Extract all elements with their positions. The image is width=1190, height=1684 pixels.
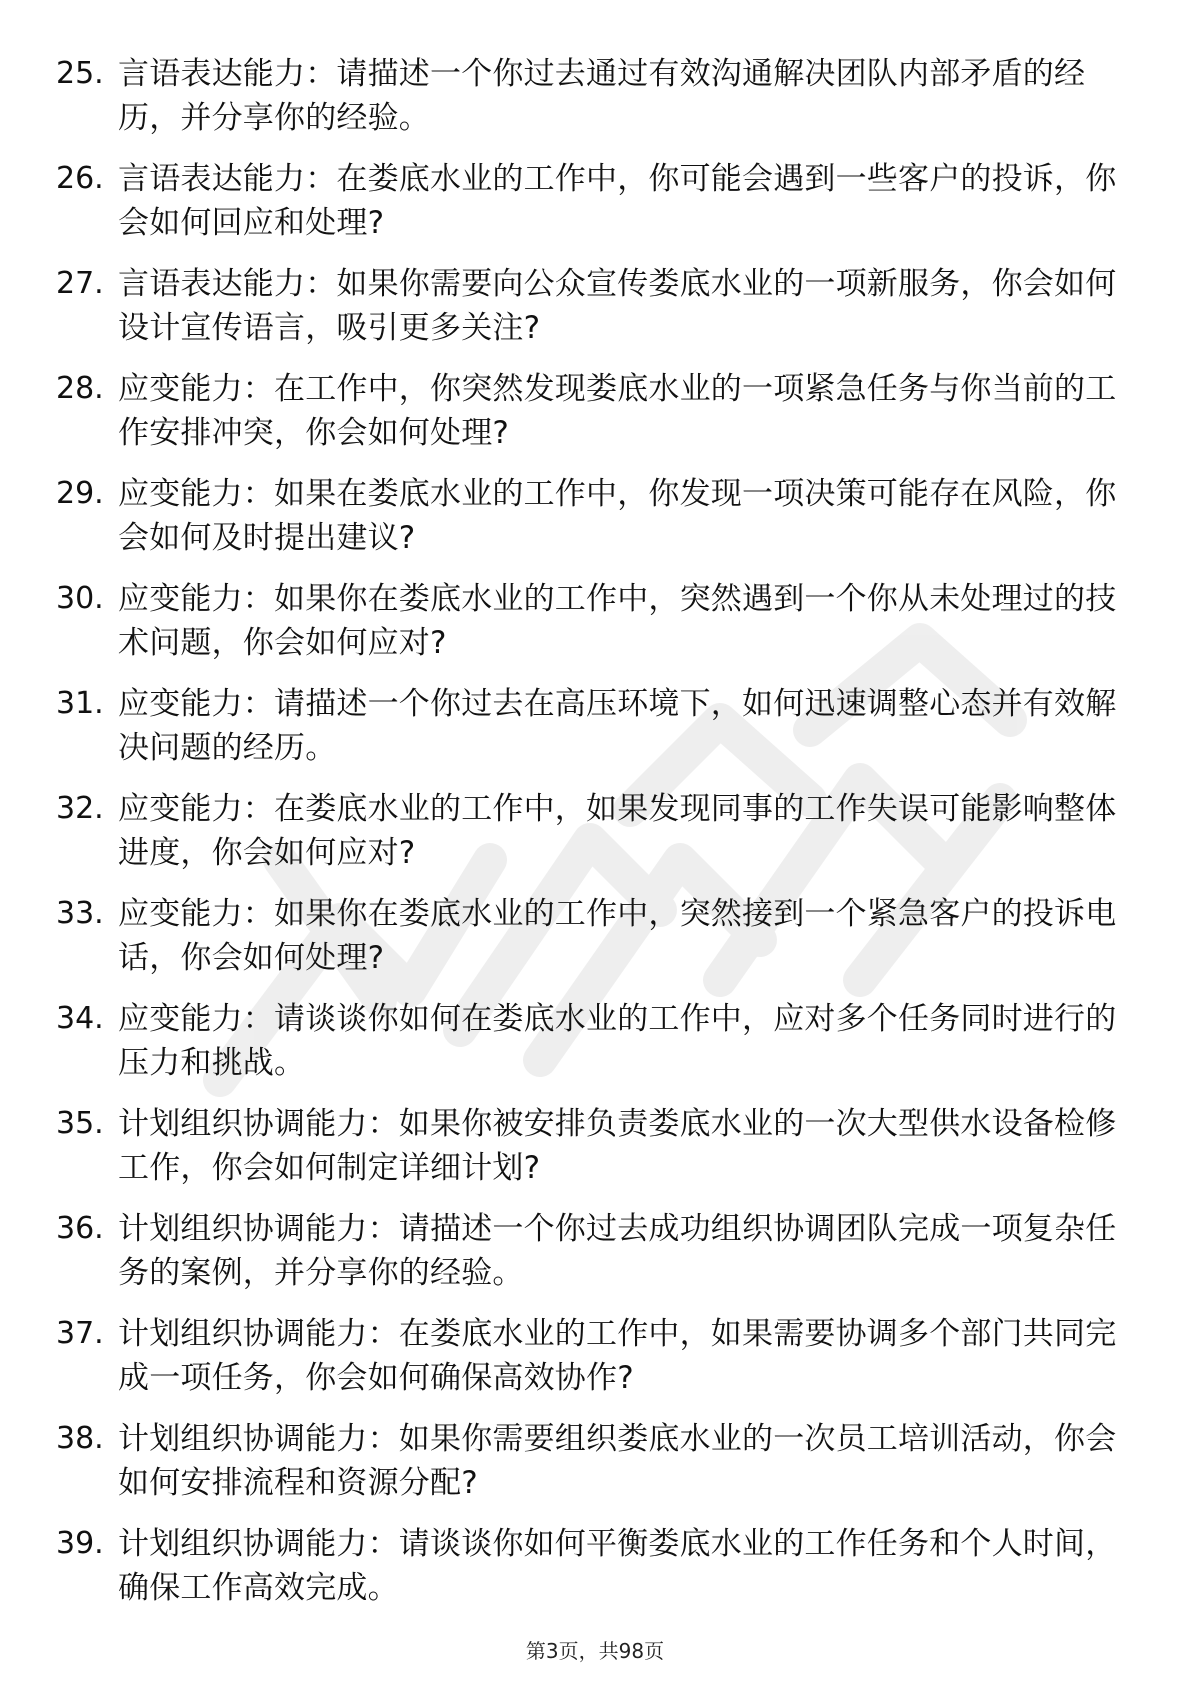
question-item [56, 1312, 1136, 1400]
question-number: 28. [56, 371, 104, 406]
question-number: 35. [56, 1106, 104, 1141]
question-number: 34. [56, 1001, 104, 1036]
question-item [56, 1417, 1136, 1505]
question-text: 言语表达能力：请描述一个你过去通过有效沟通解决团队内部矛盾的经历，并分享你的经验。 [118, 56, 1086, 136]
question-item [56, 157, 1136, 245]
question-item [56, 787, 1136, 875]
question-number: 37. [56, 1316, 104, 1351]
question-item [56, 892, 1136, 980]
question-item [56, 367, 1136, 455]
question-text: 应变能力：请谈谈你如何在娄底水业的工作中，应对多个任务同时进行的压力和挑战。 [118, 1001, 1117, 1081]
question-item [56, 1522, 1136, 1610]
question-item [56, 1102, 1136, 1190]
question-text: 计划组织协调能力：如果你被安排负责娄底水业的一次大型供水设备检修工作，你会如何制定详细计划? [118, 1106, 1117, 1186]
question-text: 计划组织协调能力：请谈谈你如何平衡娄底水业的工作任务和个人时间，确保工作高效完成。 [118, 1526, 1117, 1606]
question-item [56, 997, 1136, 1085]
question-item [56, 262, 1136, 350]
question-text: 言语表达能力：在娄底水业的工作中，你可能会遇到一些客户的投诉，你会如何回应和处理? [118, 161, 1117, 241]
question-item [56, 577, 1136, 665]
question-number: 36. [56, 1211, 104, 1246]
question-text: 应变能力：在工作中，你突然发现娄底水业的一项紧急任务与你当前的工作安排冲突，你会如何处理? [118, 371, 1117, 451]
question-text: 应变能力：在娄底水业的工作中，如果发现同事的工作失误可能影响整体进度，你会如何应对? [118, 791, 1117, 871]
question-item [56, 472, 1136, 560]
question-text: 计划组织协调能力：如果你需要组织娄底水业的一次员工培训活动，你会如何安排流程和资源分配? [118, 1421, 1117, 1501]
question-text: 应变能力：如果你在娄底水业的工作中，突然接到一个紧急客户的投诉电话，你会如何处理? [118, 896, 1117, 976]
question-number: 26. [56, 161, 104, 196]
question-number: 33. [56, 896, 104, 931]
question-item [56, 1207, 1136, 1295]
question-number: 31. [56, 686, 104, 721]
question-number: 25. [56, 56, 104, 91]
question-list [56, 52, 1136, 1627]
question-text: 应变能力：如果在娄底水业的工作中，你发现一项决策可能存在风险，你会如何及时提出建议? [118, 476, 1117, 556]
question-number: 30. [56, 581, 104, 616]
question-text: 计划组织协调能力：请描述一个你过去成功组织协调团队完成一项复杂任务的案例，并分享你的经验。 [118, 1211, 1117, 1291]
question-item [56, 682, 1136, 770]
question-text: 计划组织协调能力：在娄底水业的工作中，如果需要协调多个部门共同完成一项任务，你会如何确保高效协作? [118, 1316, 1117, 1396]
question-text: 言语表达能力：如果你需要向公众宣传娄底水业的一项新服务，你会如何设计宣传语言，吸引更多关注? [118, 266, 1117, 346]
question-number: 39. [56, 1526, 104, 1561]
question-text: 应变能力：如果你在娄底水业的工作中，突然遇到一个你从未处理过的技术问题，你会如何应对? [118, 581, 1117, 661]
question-number: 29. [56, 476, 104, 511]
question-item [56, 52, 1136, 140]
question-number: 32. [56, 791, 104, 826]
question-number: 38. [56, 1421, 104, 1456]
question-number: 27. [56, 266, 104, 301]
page-footer: 第3页，共98页 [525, 1639, 665, 1663]
question-text: 应变能力：请描述一个你过去在高压环境下，如何迅速调整心态并有效解决问题的经历。 [118, 686, 1117, 766]
